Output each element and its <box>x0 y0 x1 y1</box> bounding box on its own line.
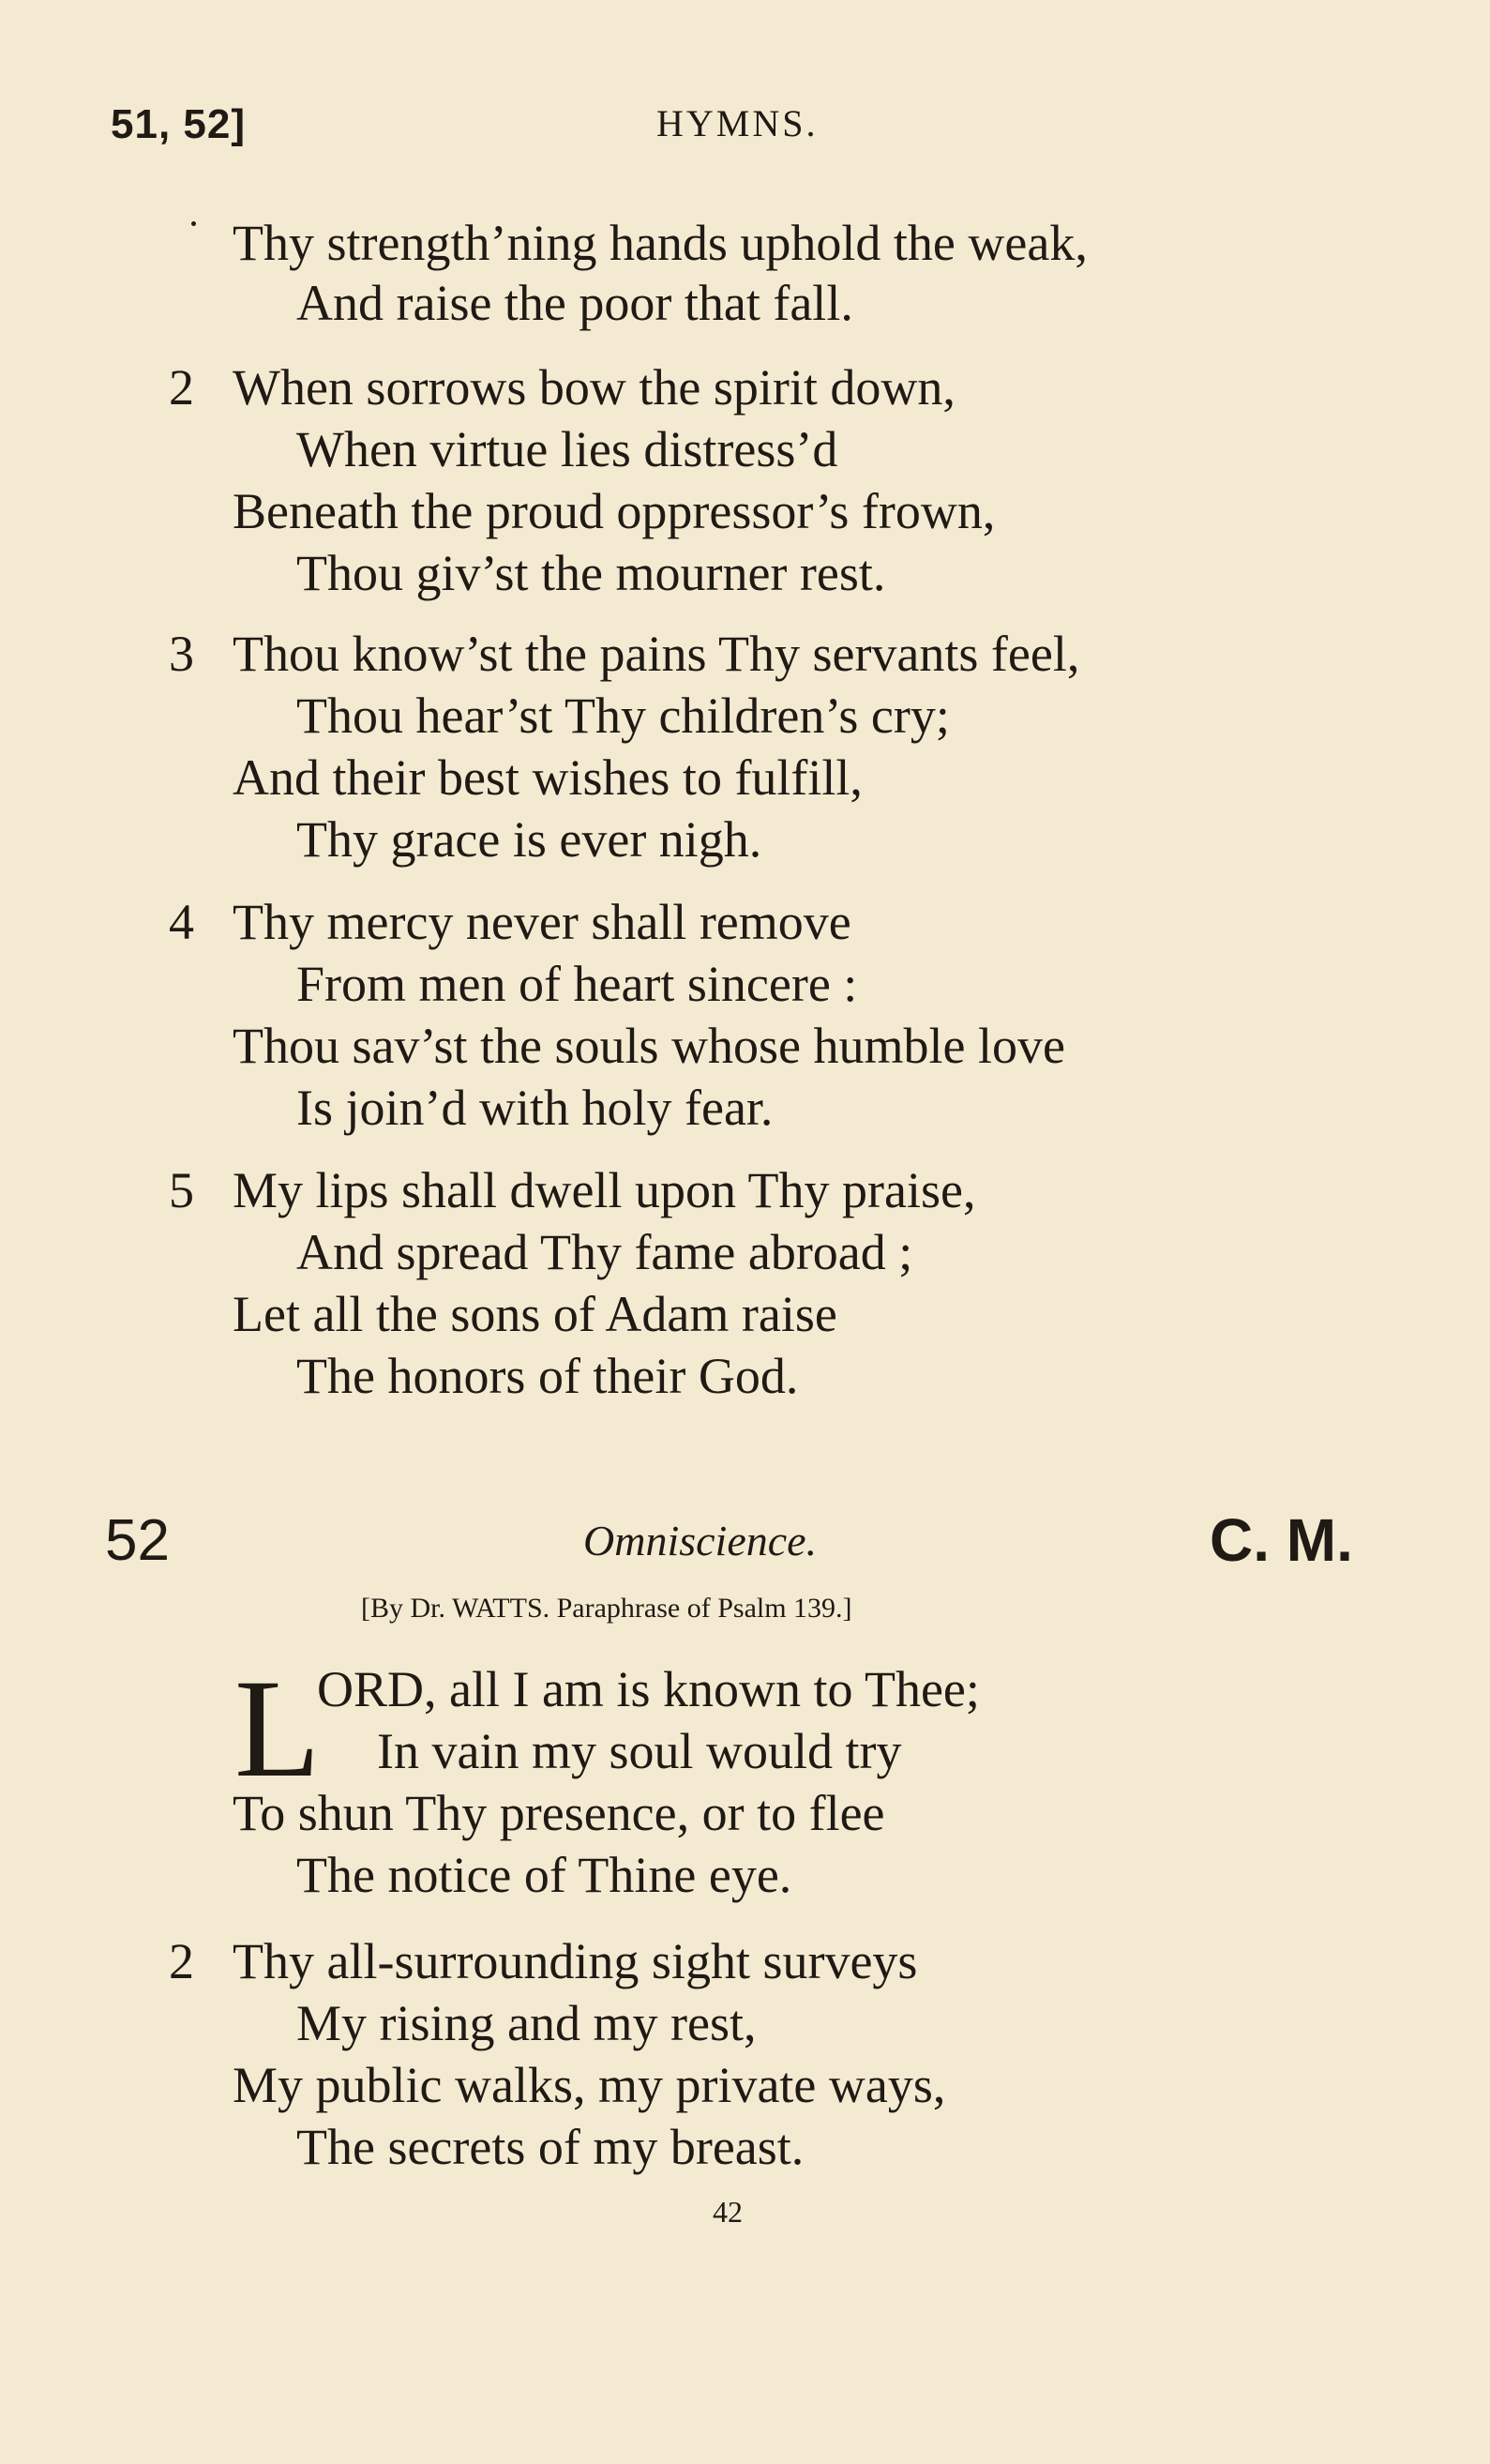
hymn-number: 52 <box>105 1508 170 1573</box>
verse-line: From men of heart sincere : <box>296 956 858 1012</box>
verse-line: And spread Thy fame abroad ; <box>296 1224 913 1280</box>
verse-line: The secrets of my breast. <box>296 2119 805 2175</box>
verse-line: ORD, all I am is known to Thee; <box>317 1661 980 1717</box>
verse-line: Thou hear’st Thy children’s cry; <box>296 688 950 744</box>
hymn-attribution: [By Dr. WATTS. Paraphrase of Psalm 139.] <box>361 1593 852 1624</box>
stanza-number: 2 <box>169 359 194 416</box>
verse-line: Let all the sons of Adam raise <box>233 1286 837 1342</box>
running-header-page-range: 51, 52] <box>111 101 246 147</box>
verse-line: And their best wishes to fulfill, <box>233 749 863 806</box>
verse-line: Thou giv’st the mourner rest. <box>296 545 886 601</box>
stanza-number: 5 <box>169 1162 194 1218</box>
verse-line: Thy strength’ning hands uphold the weak, <box>233 215 1088 271</box>
verse-line: And raise the poor that fall. <box>296 275 853 331</box>
verse-line: My lips shall dwell upon Thy praise, <box>233 1162 976 1218</box>
verse-line: When virtue lies distress’d <box>296 421 838 477</box>
verse-line: Thou know’st the pains Thy servants feel, <box>233 626 1080 682</box>
verse-line: When sorrows bow the spirit down, <box>233 359 956 416</box>
running-header-title: HYMNS. <box>656 102 819 144</box>
hymn-meter: C. M. <box>1210 1506 1353 1574</box>
print-mark <box>191 221 196 226</box>
page-number: 42 <box>713 2195 743 2229</box>
stanza-number: 3 <box>169 626 194 682</box>
verse-line: To shun Thy presence, or to flee <box>233 1785 885 1841</box>
stanza-number: 4 <box>169 894 194 950</box>
verse-line: Is join’d with holy fear. <box>296 1080 774 1136</box>
drop-capital: L <box>234 1651 321 1806</box>
verse-line: My rising and my rest, <box>296 1995 757 2051</box>
verse-line: Beneath the proud oppressor’s frown, <box>233 483 996 539</box>
verse-line: Thy grace is ever nigh. <box>296 811 762 868</box>
verse-line: The notice of Thine eye. <box>296 1847 792 1903</box>
verse-line: My public walks, my private ways, <box>233 2057 946 2113</box>
stanza-number: 2 <box>169 1933 194 1989</box>
verse-line: Thou sav’st the souls whose humble love <box>233 1018 1065 1074</box>
verse-line: The honors of their God. <box>296 1348 799 1404</box>
verse-line: Thy all-surrounding sight surveys <box>233 1933 918 1989</box>
verse-line: In vain my soul would try <box>377 1723 902 1779</box>
verse-line: Thy mercy never shall remove <box>233 894 851 950</box>
hymn-title: Omniscience. <box>583 1517 818 1565</box>
